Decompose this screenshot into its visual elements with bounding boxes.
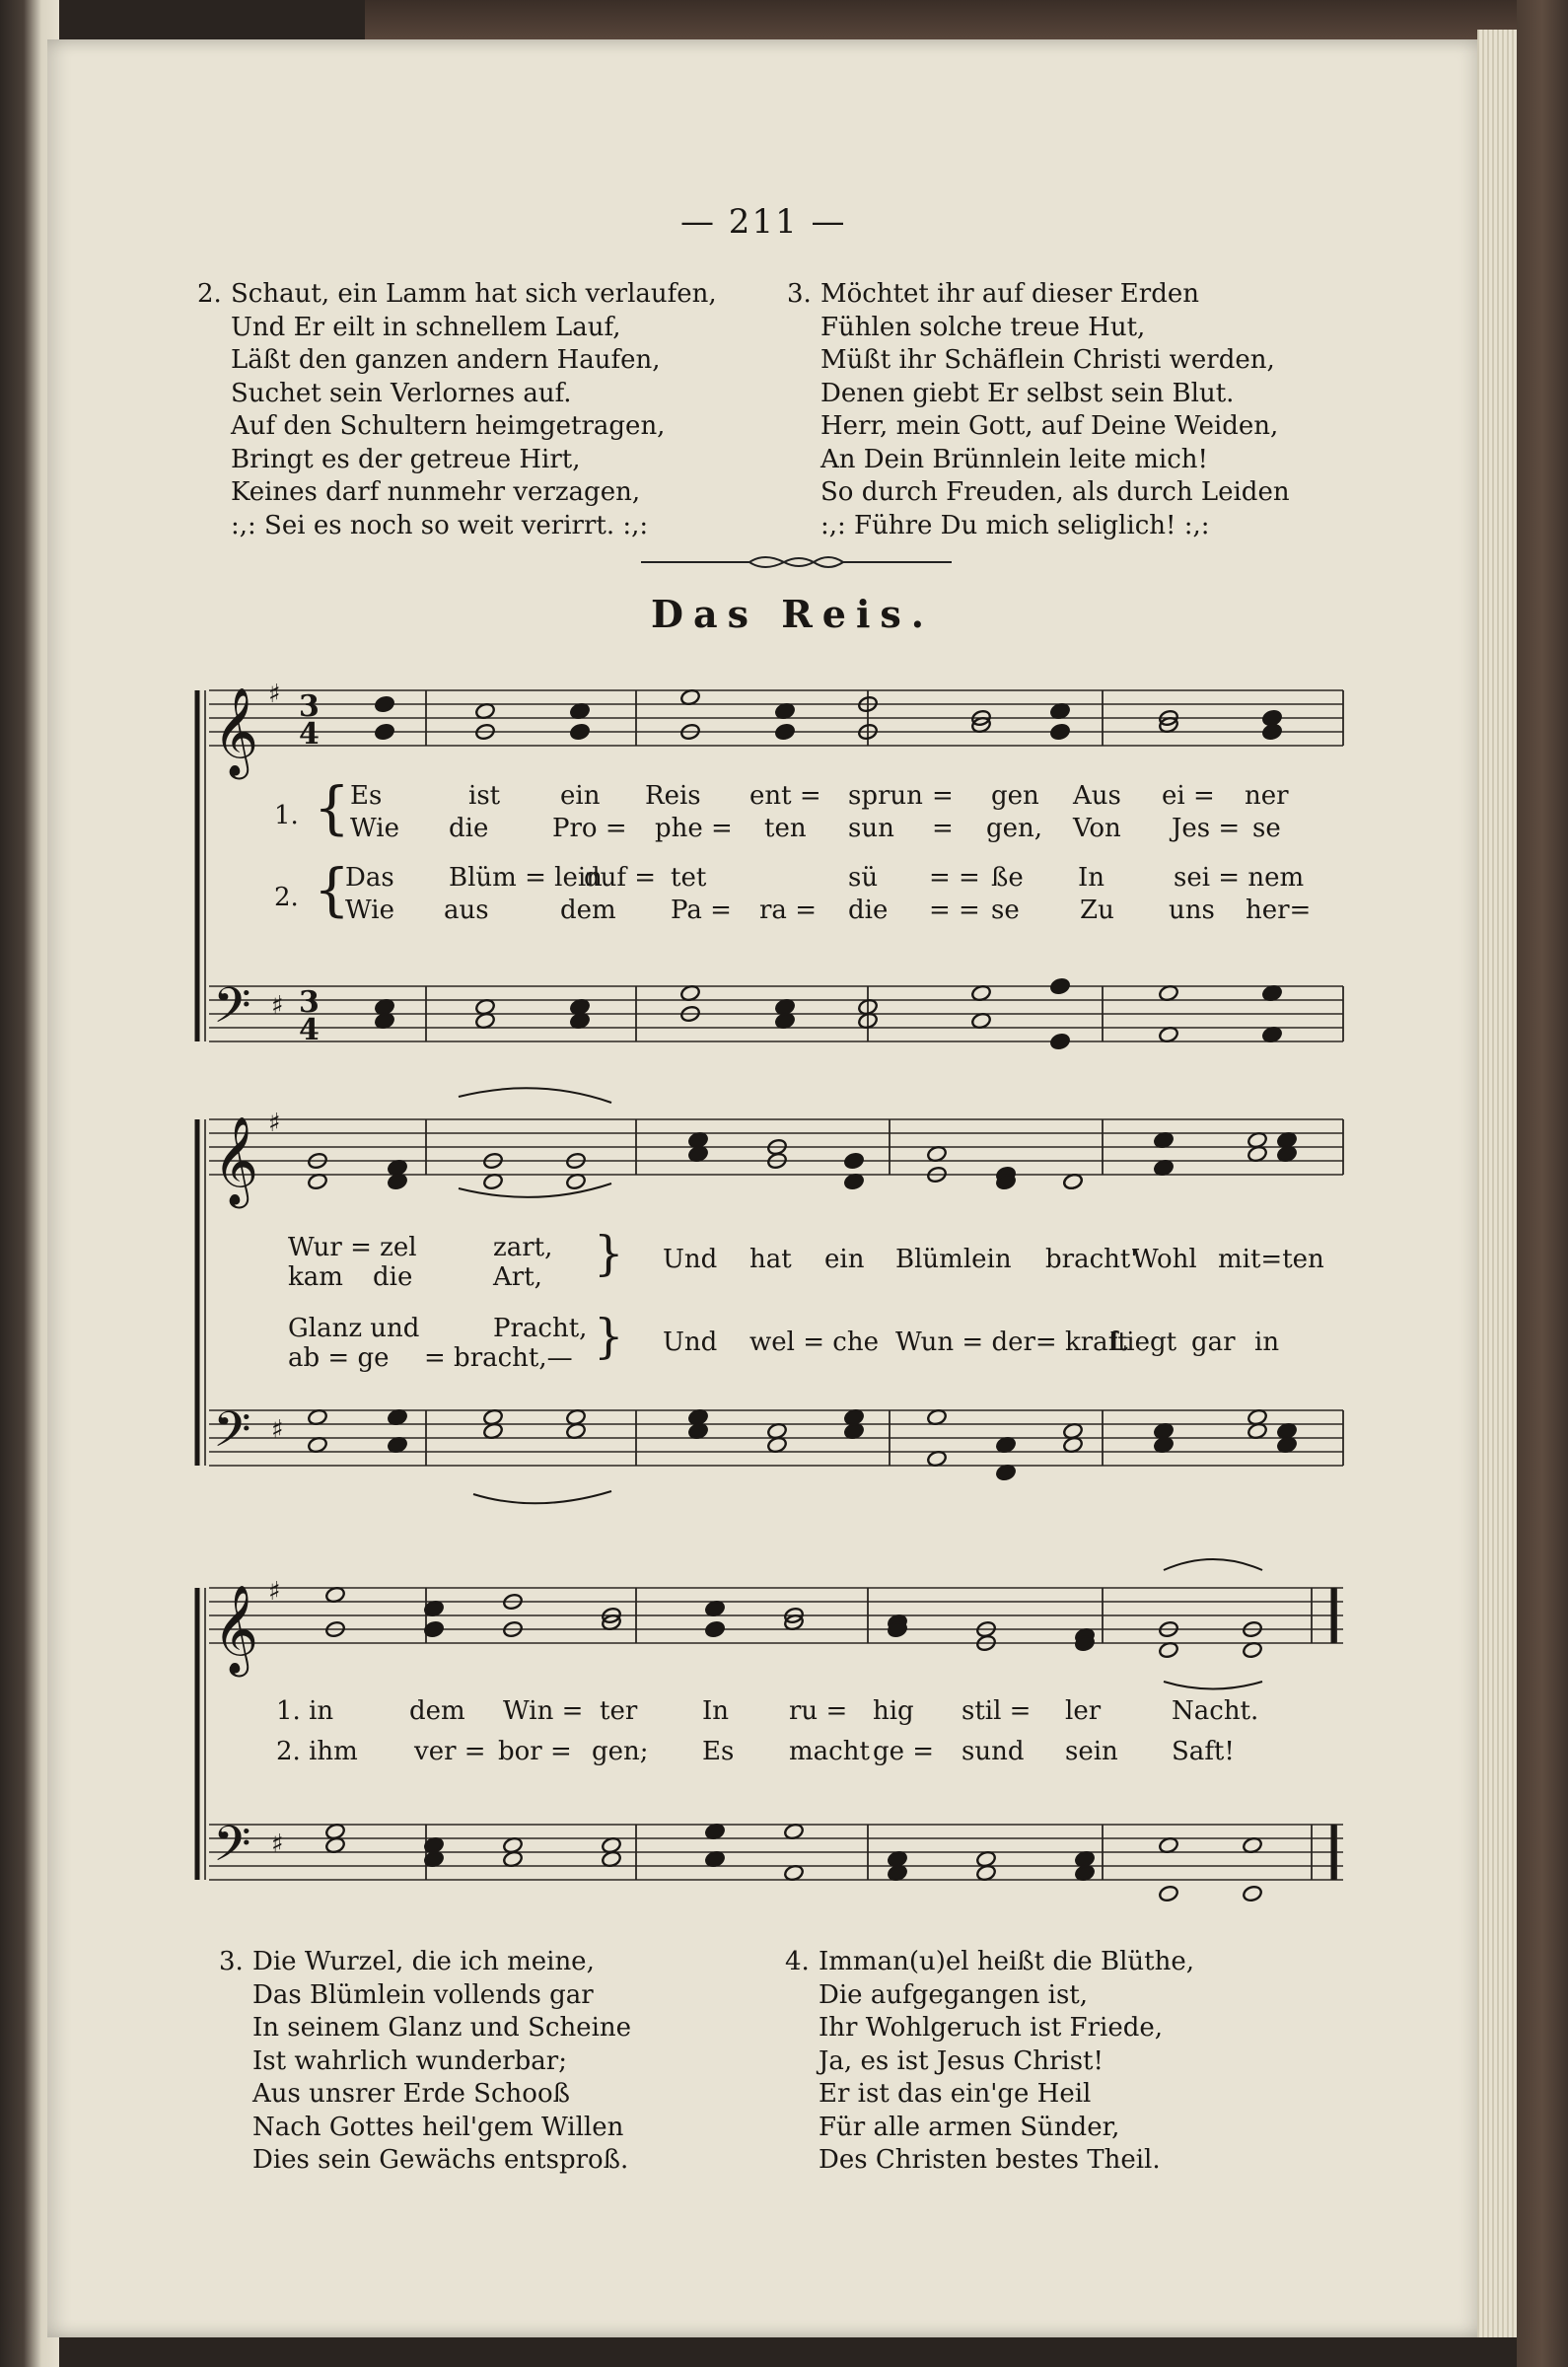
- note-head: [1049, 977, 1070, 995]
- lyric-syllable: Zu: [1080, 896, 1114, 925]
- verse-number: 4.: [785, 1947, 810, 1976]
- lyric-word: Wur = zel: [288, 1233, 417, 1262]
- verse-line: Denen giebt Er selbst sein Blut.: [820, 378, 1235, 408]
- verse-line: Das Blümlein vollends gar: [252, 1979, 594, 2010]
- note-head: [1261, 723, 1282, 741]
- lyric-syllable: se: [991, 896, 1020, 925]
- verse-line: :,: Sei es noch so weit verirrt. :,:: [231, 510, 649, 540]
- verse-line: Bringt es der getreue Hirt,: [231, 444, 581, 474]
- time-signature-top: 3: [299, 689, 320, 724]
- verse-line: Ja, es ist Jesus Christ!: [819, 2045, 1104, 2076]
- lyric-syllable: tet: [671, 863, 707, 893]
- lyric-syllable: Saft!: [1172, 1737, 1235, 1766]
- lyric-syllable: 1. in: [276, 1696, 334, 1726]
- lyric-syllable: dem: [560, 896, 616, 925]
- lyric-word: kam: [288, 1262, 343, 1292]
- verse-line: In seinem Glanz und Scheine: [252, 2013, 632, 2043]
- lyric-syllable: uns: [1169, 896, 1215, 925]
- slur-tie: [459, 1184, 611, 1197]
- verse-line: Läßt den ganzen andern Haufen,: [231, 345, 661, 375]
- lyric-syllable: ru =: [789, 1696, 848, 1726]
- lyric-syllable: die: [449, 814, 489, 843]
- lyric-word: Pracht,: [493, 1314, 588, 1343]
- lyric-syllable: hat: [749, 1245, 792, 1274]
- lyric-syllable: Win =: [503, 1696, 584, 1726]
- verse-line: Die Wurzel, die ich meine,: [252, 1947, 595, 1976]
- lyric-syllable: Aus: [1073, 781, 1121, 811]
- lyric-syllable: ler: [1065, 1696, 1102, 1726]
- lyric-syllable: Blümlein: [895, 1245, 1012, 1274]
- treble-clef-icon: 𝄞: [213, 687, 259, 776]
- lyric-brace: {: [314, 774, 350, 841]
- lyric-syllable: gar: [1191, 1327, 1236, 1357]
- lyric-syllable: Pa =: [671, 896, 732, 925]
- note-head: [843, 1152, 864, 1170]
- lyric-syllable: Wie: [350, 814, 399, 843]
- note-head: [1242, 1885, 1262, 1902]
- lyric-syllable: ge =: [873, 1737, 935, 1766]
- lyric-syllable: sein: [1065, 1737, 1118, 1766]
- note-head: [1049, 723, 1070, 741]
- verse-line: So durch Freuden, als durch Leiden: [820, 477, 1290, 507]
- key-sharp-icon: ♯: [271, 1415, 284, 1445]
- lyric-syllable: In: [1078, 863, 1105, 893]
- lyric-syllable: Liegt: [1109, 1327, 1177, 1357]
- note-head: [569, 723, 590, 741]
- key-sharp-icon: ♯: [268, 1577, 281, 1607]
- lyric-syllable: ten: [764, 814, 807, 843]
- lyric-syllable: duf =: [584, 863, 657, 893]
- treble-clef-icon: 𝄞: [213, 1585, 259, 1674]
- note-head: [374, 695, 394, 713]
- verse-line: Auf den Schultern heimgetragen,: [231, 411, 666, 441]
- lyric-syllable: aus: [444, 896, 489, 925]
- verse-line: Keines darf nunmehr verzagen,: [231, 477, 641, 507]
- lyric-syllable: =: [932, 814, 954, 843]
- verse-line: Herr, mein Gott, auf Deine Weiden,: [820, 411, 1279, 441]
- verse-4-bottom: [785, 1946, 1194, 2178]
- lyric-syllable: phe =: [655, 814, 733, 843]
- lyric-word: zart,: [493, 1233, 553, 1262]
- treble-clef-icon: 𝄞: [213, 1116, 259, 1205]
- verse-line: :,: Führe Du mich seliglich! :,:: [820, 510, 1210, 540]
- lyric-syllable: ner: [1245, 781, 1289, 811]
- lyric-syllable: gen;: [592, 1737, 649, 1766]
- verse-number: 2.: [197, 279, 222, 309]
- verse-line: Dies sein Gewächs entsproß.: [252, 2145, 629, 2175]
- lyric-syllable: bracht': [1045, 1245, 1138, 1274]
- lyric-word: ab = ge: [288, 1343, 390, 1373]
- lyric-syllable: =: [932, 781, 954, 811]
- lyric-syllable: sun: [848, 814, 894, 843]
- lyric-syllable: ein: [824, 1245, 865, 1274]
- lyric-syllable: Das: [345, 863, 394, 893]
- bass-clef-icon: 𝄢: [213, 977, 251, 1046]
- verse-line: An Dein Brünnlein leite mich!: [820, 444, 1208, 474]
- lyric-word: Art,: [493, 1262, 542, 1292]
- lyric-syllable: dem: [409, 1696, 465, 1726]
- verse-number: 3.: [787, 279, 812, 309]
- lyric-syllable: Pro =: [552, 814, 627, 843]
- lyric-brace: }: [594, 1226, 624, 1281]
- lyric-brace: {: [314, 856, 350, 923]
- lyric-brace: }: [594, 1309, 624, 1364]
- lyric-syllable: Und: [663, 1245, 718, 1274]
- key-sharp-icon: ♯: [271, 991, 284, 1021]
- lyric-word: Glanz und: [288, 1314, 420, 1343]
- note-head: [704, 1620, 725, 1638]
- lyric-syllable: gen: [991, 781, 1039, 811]
- verse-line: Müßt ihr Schäflein Christi werden,: [820, 345, 1275, 375]
- time-signature-top: 3: [299, 985, 320, 1020]
- lyric-syllable: Jes =: [1172, 814, 1241, 843]
- lyric-syllable: ein: [560, 781, 601, 811]
- bass-clef-icon: 𝄢: [213, 1401, 251, 1470]
- lyric-syllable: In: [702, 1696, 730, 1726]
- verse-line: Fühlen solche treue Hut,: [820, 312, 1146, 342]
- verse-line: Möchtet ihr auf dieser Erden: [820, 279, 1199, 309]
- lyric-syllable: stil =: [962, 1696, 1032, 1726]
- time-signature-bottom: 4: [299, 1013, 320, 1047]
- lyric-syllable: Nacht.: [1172, 1696, 1259, 1726]
- lyric-syllable: Wohl: [1132, 1245, 1197, 1274]
- lyric-syllable: die: [848, 896, 889, 925]
- lyric-syllable: Wun = der= kraft: [895, 1327, 1128, 1357]
- lyric-syllable: hig: [873, 1696, 914, 1726]
- verse-line: Für alle armen Sünder,: [819, 2112, 1120, 2142]
- verse-3-bottom: [219, 1946, 631, 2178]
- verse-line: Imman(u)el heißt die Blüthe,: [819, 1947, 1194, 1976]
- slur-tie: [1164, 1559, 1262, 1570]
- lyric-syllable: = =: [929, 863, 980, 893]
- song-title: Das Reis.: [651, 592, 935, 636]
- lyric-syllable: ver =: [414, 1737, 486, 1766]
- verse-number: 3.: [219, 1947, 244, 1976]
- lyric-syllable: macht: [789, 1737, 870, 1766]
- verse-line: Schaut, ein Lamm hat sich verlaufen,: [231, 279, 717, 309]
- note-head: [1049, 1033, 1070, 1050]
- lyric-syllable: Blüm = lein: [449, 863, 603, 893]
- verse-line: Die aufgegangen ist,: [819, 1979, 1089, 2010]
- lyric-syllable: ei =: [1162, 781, 1215, 811]
- lyric-syllable: gen,: [986, 814, 1043, 843]
- lyric-syllable: her=: [1246, 896, 1312, 925]
- lyric-word: = bracht,—: [424, 1343, 573, 1373]
- lyric-syllable: sü: [848, 863, 879, 893]
- lyric-syllable: sprun: [848, 781, 923, 811]
- lyric-syllable: Es: [702, 1737, 735, 1766]
- verse-line: Ihr Wohlgeruch ist Friede,: [819, 2013, 1163, 2043]
- page-number: — 211 —: [680, 202, 847, 242]
- key-sharp-icon: ♯: [271, 1829, 284, 1859]
- lyric-syllable: in: [1254, 1327, 1280, 1357]
- verse-line: Des Christen bestes Theil.: [819, 2145, 1161, 2175]
- lyric-syllable: Und: [663, 1327, 718, 1357]
- lyric-syllable: se: [1252, 814, 1281, 843]
- bass-clef-icon: 𝄢: [213, 1816, 251, 1885]
- slur-tie: [459, 1088, 611, 1103]
- lyric-syllable: ße: [991, 863, 1024, 893]
- lyric-syllable: ter: [600, 1696, 638, 1726]
- key-sharp-icon: ♯: [268, 680, 281, 709]
- verse-line: Ist wahrlich wunderbar;: [252, 2045, 567, 2076]
- verse-line: Aus unsrer Erde Schooß: [252, 2079, 570, 2109]
- verse-line: Suchet sein Verlornes auf.: [231, 378, 572, 408]
- lyric-syllable: sei = nem: [1174, 863, 1305, 893]
- lyric-word: die: [373, 1262, 413, 1292]
- verse-line: Nach Gottes heil'gem Willen: [252, 2112, 624, 2142]
- note-head: [374, 723, 394, 741]
- lyric-syllable: ra =: [759, 896, 817, 925]
- lyric-syllable: Es: [350, 781, 383, 811]
- verse-2-number: 2.: [274, 883, 299, 912]
- lyric-syllable: 2. ihm: [276, 1737, 358, 1766]
- lyric-syllable: sund: [962, 1737, 1025, 1766]
- lyric-syllable: wel = che: [749, 1327, 879, 1357]
- lyric-syllable: Von: [1073, 814, 1121, 843]
- verse-1-number: 1.: [274, 801, 299, 830]
- slur-tie: [1164, 1682, 1262, 1689]
- note-head: [1158, 1885, 1178, 1902]
- lyric-syllable: bor =: [498, 1737, 572, 1766]
- lyric-syllable: mit=ten: [1218, 1245, 1324, 1274]
- lyric-syllable: ist: [468, 781, 501, 811]
- key-sharp-icon: ♯: [268, 1109, 281, 1138]
- note-head: [774, 723, 795, 741]
- lyric-syllable: Reis: [645, 781, 701, 811]
- time-signature-bottom: 4: [299, 717, 320, 752]
- verse-line: Und Er eilt in schnellem Lauf,: [231, 312, 621, 342]
- lyric-syllable: = =: [929, 896, 980, 925]
- lyric-syllable: ent =: [749, 781, 821, 811]
- verse-line: Er ist das ein'ge Heil: [819, 2079, 1092, 2109]
- lyric-syllable: Wie: [345, 896, 394, 925]
- slur-tie: [473, 1491, 611, 1503]
